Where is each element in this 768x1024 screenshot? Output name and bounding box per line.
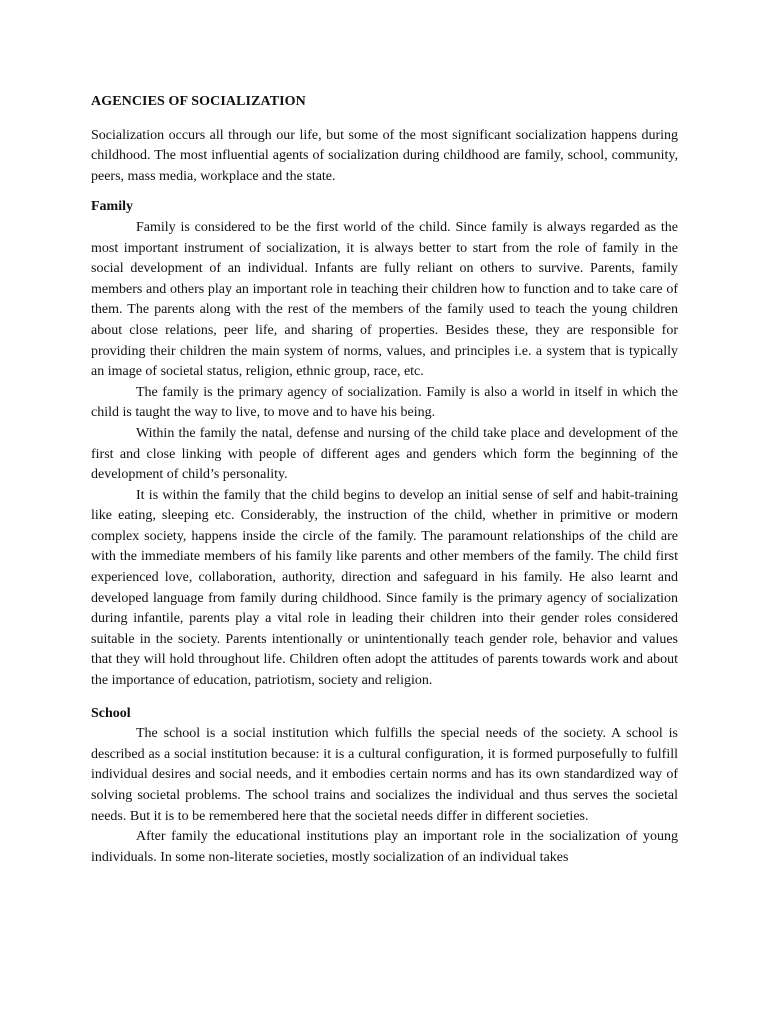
- family-paragraph-3: Within the family the natal, defense and nursing of the child take place and development of the first and close linking with people of different ages and genders which form the beginning of the development of child’s personality.: [91, 425, 678, 483]
- school-paragraph-1: The school is a social institution which fulfills the special needs of the society. A school is described as a social institution because: it is a cultural configuration, it is formed purposefully to fulfill individual desires and social needs, and it embodies certain norms and has its own standardized way of solving societal problems. The school trains and socializes the individual and thus serves the societal needs. But it is to be remembered here that the societal needs differ in different societies.: [91, 726, 678, 824]
- family-paragraph-2: The family is the primary agency of socialization. Family is also a world in itself in which the child is taught the way to live, to move and to have his being.: [91, 384, 678, 421]
- intro-paragraph: Socialization occurs all through our life, but some of the most significant socialization happens during childhood. The most influential agents of socialization during childhood are family, school, community, peers, mass media, workplace and the state.: [91, 127, 678, 184]
- family-paragraph-4: It is within the family that the child begins to develop an initial sense of self and habit-training like eating, sleeping etc. Considerably, the instruction of the child, whether in primitive or modern complex society, happens inside the circle of the family. The paramount relationships of the child are with the immediate members of his family like parents and other members of the family. The child first experienced love, collaboration, authority, direction and safeguard in his family. He also learnt and developed language from family during childhood. Since family is the primary agency of socialization during infantile, parents play a vital role in leading their children into their gender roles considered suitable in the society. Parents intentionally or unintentionally teach gender role, behavior and values that they will hold throughout life. Children often adopt the attitudes of parents towards work and about the importance of education, patriotism, society and religion.: [91, 487, 678, 689]
- document-title: AGENCIES OF SOCIALIZATION: [91, 94, 306, 109]
- family-paragraph-1: Family is considered to be the first world of the child. Since family is always regarded as the most important instrument of socialization, it is always better to start from the role of family in the social development of an individual. Infants are fully reliant on others to survive. Parents, family members and others play an important role in teaching their children how to function and to take care of them. The parents along with the rest of the members of the family used to teach the young children about close relations, peer life, and sharing of properties. Besides these, they are responsible for providing their children the main system of norms, values, and principles i.e. a system that is typically an image of societal status, religion, ethnic group, race, etc.: [91, 219, 678, 380]
- school-paragraph-2: After family the educational institutions play an important role in the socialization of young individuals. In some non-literate societies, mostly socialization of an individual takes: [91, 829, 678, 865]
- document-page: [91, 92, 678, 868]
- section-heading-family: Family: [91, 199, 133, 215]
- section-heading-school: School: [91, 705, 131, 721]
